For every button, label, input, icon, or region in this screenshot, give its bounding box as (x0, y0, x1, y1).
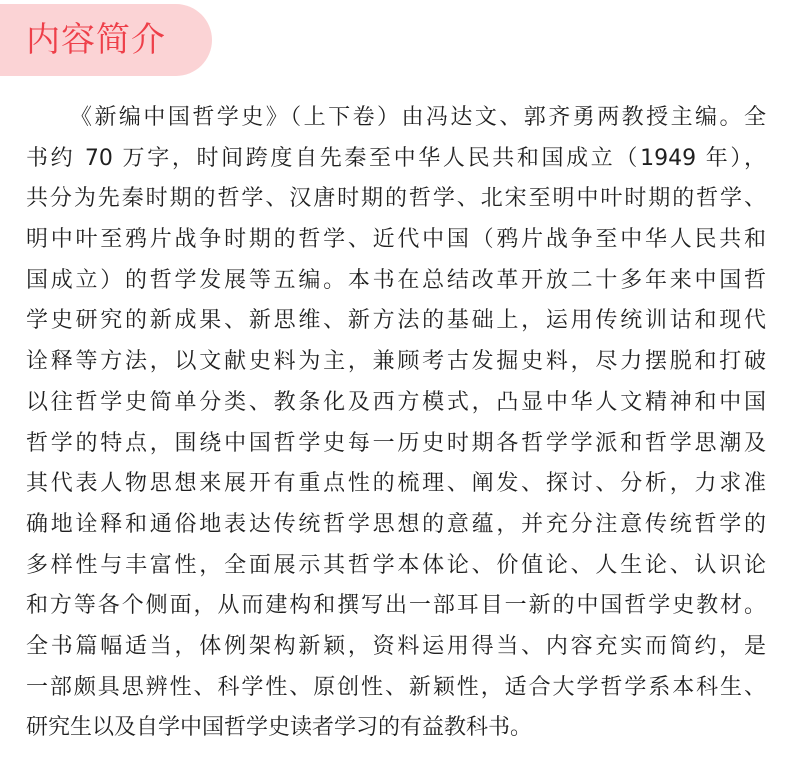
intro-line: 确地诠释和通俗地表达传统哲学思想的意蕴，并充分注意传统哲学的 (26, 511, 766, 537)
intro-line: 明中叶至鸦片战争时期的哲学、近代中国（鸦片战争至中华人民共和 (26, 227, 766, 253)
section-title: 内容简介 (26, 20, 166, 60)
intro-line: 书约 70 万字，时间跨度自先秦至中华人民共和国成立（1949 年）， (26, 145, 766, 171)
intro-line: 和方等各个侧面，从而建构和撰写出一部耳目一新的中国哲学史教材。 (26, 593, 766, 619)
book-introduction (26, 98, 766, 749)
intro-line: 研究生以及自学中国哲学史读者学习的有益教科书。 (26, 715, 533, 741)
intro-line: 共分为先秦时期的哲学、汉唐时期的哲学、北宋至明中叶时期的哲学、 (26, 186, 766, 212)
intro-line: 一部颇具思辨性、科学性、原创性、新颖性，适合大学哲学系本科生、 (26, 674, 766, 700)
intro-line: 《新编中国哲学史》（上下卷）由冯达文、郭齐勇两教授主编。全 (70, 105, 766, 130)
intro-line: 哲学的特点，围绕中国哲学史每一历史时期各哲学学派和哲学思潮及 (26, 430, 766, 456)
intro-line: 全书篇幅适当，体例架构新颖，资料运用得当、内容充实而简约，是 (26, 633, 766, 659)
intro-line: 国成立）的哲学发展等五编。本书在总结改革开放二十多年来中国哲 (26, 267, 766, 293)
intro-line: 学史研究的新成果、新思维、新方法的基础上，运用传统训诂和现代 (26, 308, 766, 334)
section-header (0, 4, 212, 76)
intro-line: 其代表人物思想来展开有重点性的梳理、阐发、探讨、分析，力求准 (26, 471, 766, 497)
intro-line: 诠释等方法，以文献史料为主，兼顾考古发掘史料，尽力摆脱和打破 (26, 349, 766, 375)
intro-line: 以往哲学史简单分类、教条化及西方模式，凸显中华人文精神和中国 (26, 389, 766, 415)
intro-line: 多样性与丰富性，全面展示其哲学本体论、价值论、人生论、认识论 (26, 552, 766, 578)
